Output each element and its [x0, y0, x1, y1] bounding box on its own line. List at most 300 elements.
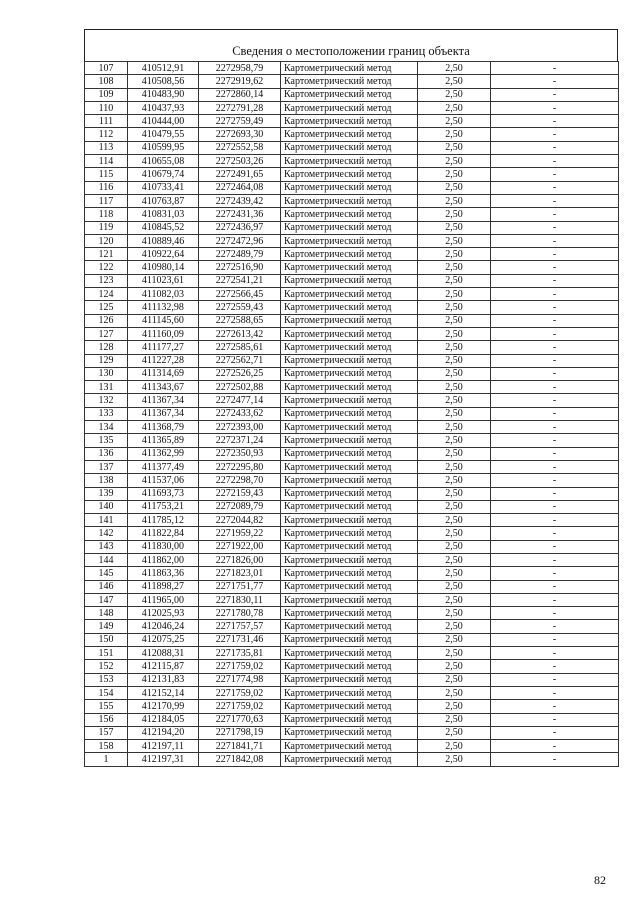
point-number-cell: 141 [85, 514, 128, 527]
point-number-cell: 130 [85, 367, 128, 380]
y-coordinate-cell: 2271826,00 [199, 553, 281, 566]
y-coordinate-cell: 2272436,97 [199, 221, 281, 234]
x-coordinate-cell: 411830,00 [128, 540, 199, 553]
method-cell: Картометрический метод [281, 341, 418, 354]
method-cell: Картометрический метод [281, 607, 418, 620]
method-cell: Картометрический метод [281, 487, 418, 500]
y-coordinate-cell: 2272559,43 [199, 301, 281, 314]
point-number-cell: 113 [85, 141, 128, 154]
table-row [85, 686, 619, 699]
x-coordinate-cell: 410831,03 [128, 208, 199, 221]
description-cell: - [491, 208, 619, 221]
y-coordinate-cell: 2272552,58 [199, 141, 281, 154]
method-cell: Картометрический метод [281, 381, 418, 394]
y-coordinate-cell: 2272613,42 [199, 327, 281, 340]
description-cell: - [491, 673, 619, 686]
description-cell: - [491, 700, 619, 713]
method-cell: Картометрический метод [281, 155, 418, 168]
error-cell: 2,50 [418, 301, 491, 314]
error-cell: 2,50 [418, 141, 491, 154]
point-number-cell: 120 [85, 234, 128, 247]
point-number-cell: 119 [85, 221, 128, 234]
y-coordinate-cell: 2272566,45 [199, 288, 281, 301]
y-coordinate-cell: 2272759,49 [199, 115, 281, 128]
error-cell: 2,50 [418, 726, 491, 739]
description-cell: - [491, 62, 619, 75]
description-cell: - [491, 434, 619, 447]
method-cell: Картометрический метод [281, 633, 418, 646]
x-coordinate-cell: 412115,87 [128, 660, 199, 673]
x-coordinate-cell: 412184,05 [128, 713, 199, 726]
error-cell: 2,50 [418, 381, 491, 394]
x-coordinate-cell: 410444,00 [128, 115, 199, 128]
description-cell: - [491, 660, 619, 673]
x-coordinate-cell: 411082,03 [128, 288, 199, 301]
x-coordinate-cell: 410733,41 [128, 181, 199, 194]
error-cell: 2,50 [418, 700, 491, 713]
y-coordinate-cell: 2272159,43 [199, 487, 281, 500]
x-coordinate-cell: 412152,14 [128, 686, 199, 699]
error-cell: 2,50 [418, 660, 491, 673]
x-coordinate-cell: 410655,08 [128, 155, 199, 168]
point-number-cell: 149 [85, 620, 128, 633]
error-cell: 2,50 [418, 633, 491, 646]
method-cell: Картометрический метод [281, 753, 418, 766]
point-number-cell: 146 [85, 580, 128, 593]
x-coordinate-cell: 412075,25 [128, 633, 199, 646]
y-coordinate-cell: 2272295,80 [199, 460, 281, 473]
table-row [85, 354, 619, 367]
x-coordinate-cell: 411145,60 [128, 314, 199, 327]
method-cell: Картометрический метод [281, 660, 418, 673]
description-cell: - [491, 460, 619, 473]
point-number-cell: 150 [85, 633, 128, 646]
table-row [85, 381, 619, 394]
y-coordinate-cell: 2271774,98 [199, 673, 281, 686]
y-coordinate-cell: 2271759,02 [199, 700, 281, 713]
x-coordinate-cell: 411822,84 [128, 527, 199, 540]
method-cell: Картометрический метод [281, 274, 418, 287]
error-cell: 2,50 [418, 474, 491, 487]
error-cell: 2,50 [418, 327, 491, 340]
method-cell: Картометрический метод [281, 474, 418, 487]
x-coordinate-cell: 411023,61 [128, 274, 199, 287]
x-coordinate-cell: 410980,14 [128, 261, 199, 274]
table-row [85, 647, 619, 660]
table-row [85, 101, 619, 114]
error-cell: 2,50 [418, 421, 491, 434]
point-number-cell: 154 [85, 686, 128, 699]
y-coordinate-cell: 2272491,65 [199, 168, 281, 181]
description-cell: - [491, 394, 619, 407]
description-cell: - [491, 474, 619, 487]
y-coordinate-cell: 2271842,08 [199, 753, 281, 766]
description-cell: - [491, 713, 619, 726]
y-coordinate-cell: 2272693,30 [199, 128, 281, 141]
point-number-cell: 115 [85, 168, 128, 181]
x-coordinate-cell: 411368,79 [128, 421, 199, 434]
method-cell: Картометрический метод [281, 421, 418, 434]
method-cell: Картометрический метод [281, 88, 418, 101]
table-row [85, 248, 619, 261]
error-cell: 2,50 [418, 620, 491, 633]
x-coordinate-cell: 411537,06 [128, 474, 199, 487]
method-cell: Картометрический метод [281, 500, 418, 513]
point-number-cell: 129 [85, 354, 128, 367]
table-row [85, 487, 619, 500]
point-number-cell: 139 [85, 487, 128, 500]
description-cell: - [491, 726, 619, 739]
description-cell: - [491, 593, 619, 606]
error-cell: 2,50 [418, 753, 491, 766]
table-row [85, 540, 619, 553]
y-coordinate-cell: 2272502,88 [199, 381, 281, 394]
table-row [85, 155, 619, 168]
description-cell: - [491, 221, 619, 234]
table-row [85, 460, 619, 473]
point-number-cell: 126 [85, 314, 128, 327]
error-cell: 2,50 [418, 181, 491, 194]
table-row [85, 208, 619, 221]
description-cell: - [491, 234, 619, 247]
point-number-cell: 136 [85, 447, 128, 460]
description-cell: - [491, 514, 619, 527]
point-number-cell: 134 [85, 421, 128, 434]
point-number-cell: 156 [85, 713, 128, 726]
method-cell: Картометрический метод [281, 62, 418, 75]
method-cell: Картометрический метод [281, 128, 418, 141]
y-coordinate-cell: 2271823,01 [199, 567, 281, 580]
point-number-cell: 140 [85, 500, 128, 513]
y-coordinate-cell: 2271780,78 [199, 607, 281, 620]
table-title-box [84, 29, 618, 61]
method-cell: Картометрический метод [281, 394, 418, 407]
method-cell: Картометрический метод [281, 593, 418, 606]
y-coordinate-cell: 2272585,61 [199, 341, 281, 354]
x-coordinate-cell: 410512,91 [128, 62, 199, 75]
error-cell: 2,50 [418, 567, 491, 580]
table-row [85, 75, 619, 88]
coordinates-table [84, 61, 619, 767]
point-number-cell: 109 [85, 88, 128, 101]
table-row [85, 700, 619, 713]
error-cell: 2,50 [418, 354, 491, 367]
description-cell: - [491, 168, 619, 181]
method-cell: Картометрический метод [281, 713, 418, 726]
x-coordinate-cell: 410889,46 [128, 234, 199, 247]
description-cell: - [491, 341, 619, 354]
table-row [85, 221, 619, 234]
table-row [85, 633, 619, 646]
y-coordinate-cell: 2272516,90 [199, 261, 281, 274]
error-cell: 2,50 [418, 341, 491, 354]
table-row [85, 514, 619, 527]
table-row [85, 194, 619, 207]
error-cell: 2,50 [418, 194, 491, 207]
error-cell: 2,50 [418, 514, 491, 527]
y-coordinate-cell: 2271959,22 [199, 527, 281, 540]
description-cell: - [491, 88, 619, 101]
point-number-cell: 116 [85, 181, 128, 194]
method-cell: Картометрический метод [281, 327, 418, 340]
y-coordinate-cell: 2272439,42 [199, 194, 281, 207]
error-cell: 2,50 [418, 101, 491, 114]
x-coordinate-cell: 410479,55 [128, 128, 199, 141]
table-title: Сведения о местоположении границ объекта [232, 44, 470, 58]
error-cell: 2,50 [418, 221, 491, 234]
table-row [85, 288, 619, 301]
y-coordinate-cell: 2272860,14 [199, 88, 281, 101]
coordinates-table-body [85, 62, 619, 767]
x-coordinate-cell: 411965,00 [128, 593, 199, 606]
y-coordinate-cell: 2272489,79 [199, 248, 281, 261]
x-coordinate-cell: 410922,64 [128, 248, 199, 261]
table-row [85, 234, 619, 247]
x-coordinate-cell: 411377,49 [128, 460, 199, 473]
error-cell: 2,50 [418, 673, 491, 686]
point-number-cell: 107 [85, 62, 128, 75]
error-cell: 2,50 [418, 593, 491, 606]
table-row [85, 673, 619, 686]
error-cell: 2,50 [418, 580, 491, 593]
method-cell: Картометрический метод [281, 248, 418, 261]
description-cell: - [491, 128, 619, 141]
error-cell: 2,50 [418, 447, 491, 460]
error-cell: 2,50 [418, 314, 491, 327]
x-coordinate-cell: 410845,52 [128, 221, 199, 234]
y-coordinate-cell: 2271757,57 [199, 620, 281, 633]
x-coordinate-cell: 410599,95 [128, 141, 199, 154]
table-row [85, 421, 619, 434]
point-number-cell: 152 [85, 660, 128, 673]
y-coordinate-cell: 2272958,79 [199, 62, 281, 75]
method-cell: Картометрический метод [281, 460, 418, 473]
point-number-cell: 131 [85, 381, 128, 394]
y-coordinate-cell: 2271759,02 [199, 686, 281, 699]
x-coordinate-cell: 410679,74 [128, 168, 199, 181]
point-number-cell: 125 [85, 301, 128, 314]
point-number-cell: 158 [85, 740, 128, 753]
boundary-document [84, 29, 618, 767]
error-cell: 2,50 [418, 261, 491, 274]
error-cell: 2,50 [418, 647, 491, 660]
point-number-cell: 110 [85, 101, 128, 114]
error-cell: 2,50 [418, 686, 491, 699]
description-cell: - [491, 447, 619, 460]
y-coordinate-cell: 2272089,79 [199, 500, 281, 513]
y-coordinate-cell: 2272526,25 [199, 367, 281, 380]
error-cell: 2,50 [418, 434, 491, 447]
description-cell: - [491, 367, 619, 380]
x-coordinate-cell: 410437,93 [128, 101, 199, 114]
x-coordinate-cell: 411367,34 [128, 394, 199, 407]
description-cell: - [491, 101, 619, 114]
x-coordinate-cell: 412197,31 [128, 753, 199, 766]
table-row [85, 660, 619, 673]
point-number-cell: 148 [85, 607, 128, 620]
method-cell: Картометрический метод [281, 567, 418, 580]
method-cell: Картометрический метод [281, 194, 418, 207]
description-cell: - [491, 288, 619, 301]
point-number-cell: 108 [85, 75, 128, 88]
table-row [85, 128, 619, 141]
error-cell: 2,50 [418, 75, 491, 88]
x-coordinate-cell: 411367,34 [128, 407, 199, 420]
point-number-cell: 133 [85, 407, 128, 420]
error-cell: 2,50 [418, 248, 491, 261]
table-row [85, 607, 619, 620]
description-cell: - [491, 75, 619, 88]
y-coordinate-cell: 2272477,14 [199, 394, 281, 407]
error-cell: 2,50 [418, 234, 491, 247]
point-number-cell: 145 [85, 567, 128, 580]
description-cell: - [491, 327, 619, 340]
table-row [85, 367, 619, 380]
x-coordinate-cell: 411863,36 [128, 567, 199, 580]
description-cell: - [491, 487, 619, 500]
point-number-cell: 144 [85, 553, 128, 566]
table-row [85, 88, 619, 101]
point-number-cell: 123 [85, 274, 128, 287]
error-cell: 2,50 [418, 394, 491, 407]
error-cell: 2,50 [418, 500, 491, 513]
method-cell: Картометрический метод [281, 580, 418, 593]
table-row [85, 567, 619, 580]
method-cell: Картометрический метод [281, 620, 418, 633]
description-cell: - [491, 248, 619, 261]
point-number-cell: 155 [85, 700, 128, 713]
error-cell: 2,50 [418, 487, 491, 500]
method-cell: Картометрический метод [281, 288, 418, 301]
x-coordinate-cell: 411132,98 [128, 301, 199, 314]
point-number-cell: 121 [85, 248, 128, 261]
error-cell: 2,50 [418, 367, 491, 380]
method-cell: Картометрический метод [281, 514, 418, 527]
description-cell: - [491, 553, 619, 566]
y-coordinate-cell: 2272371,24 [199, 434, 281, 447]
method-cell: Картометрический метод [281, 115, 418, 128]
error-cell: 2,50 [418, 713, 491, 726]
table-row [85, 168, 619, 181]
x-coordinate-cell: 412025,93 [128, 607, 199, 620]
y-coordinate-cell: 2272562,71 [199, 354, 281, 367]
table-row [85, 500, 619, 513]
x-coordinate-cell: 411314,69 [128, 367, 199, 380]
description-cell: - [491, 567, 619, 580]
point-number-cell: 142 [85, 527, 128, 540]
x-coordinate-cell: 412088,31 [128, 647, 199, 660]
point-number-cell: 135 [85, 434, 128, 447]
table-row [85, 447, 619, 460]
error-cell: 2,50 [418, 540, 491, 553]
y-coordinate-cell: 2272503,26 [199, 155, 281, 168]
point-number-cell: 128 [85, 341, 128, 354]
y-coordinate-cell: 2271922,00 [199, 540, 281, 553]
table-row [85, 593, 619, 606]
point-number-cell: 157 [85, 726, 128, 739]
point-number-cell: 153 [85, 673, 128, 686]
description-cell: - [491, 314, 619, 327]
method-cell: Картометрический метод [281, 647, 418, 660]
x-coordinate-cell: 412194,20 [128, 726, 199, 739]
error-cell: 2,50 [418, 62, 491, 75]
method-cell: Картометрический метод [281, 407, 418, 420]
table-row [85, 407, 619, 420]
method-cell: Картометрический метод [281, 686, 418, 699]
y-coordinate-cell: 2272393,00 [199, 421, 281, 434]
method-cell: Картометрический метод [281, 527, 418, 540]
point-number-cell: 112 [85, 128, 128, 141]
method-cell: Картометрический метод [281, 354, 418, 367]
method-cell: Картометрический метод [281, 673, 418, 686]
table-row [85, 301, 619, 314]
table-row [85, 434, 619, 447]
y-coordinate-cell: 2272431,36 [199, 208, 281, 221]
table-row [85, 740, 619, 753]
method-cell: Картометрический метод [281, 700, 418, 713]
point-number-cell: 151 [85, 647, 128, 660]
method-cell: Картометрический метод [281, 168, 418, 181]
description-cell: - [491, 740, 619, 753]
x-coordinate-cell: 412170,99 [128, 700, 199, 713]
error-cell: 2,50 [418, 527, 491, 540]
description-cell: - [491, 407, 619, 420]
method-cell: Картометрический метод [281, 314, 418, 327]
table-row [85, 474, 619, 487]
description-cell: - [491, 141, 619, 154]
error-cell: 2,50 [418, 168, 491, 181]
x-coordinate-cell: 411177,27 [128, 341, 199, 354]
description-cell: - [491, 301, 619, 314]
y-coordinate-cell: 2272350,93 [199, 447, 281, 460]
method-cell: Картометрический метод [281, 740, 418, 753]
error-cell: 2,50 [418, 155, 491, 168]
point-number-cell: 127 [85, 327, 128, 340]
y-coordinate-cell: 2271731,46 [199, 633, 281, 646]
description-cell: - [491, 381, 619, 394]
point-number-cell: 114 [85, 155, 128, 168]
y-coordinate-cell: 2272541,21 [199, 274, 281, 287]
table-row [85, 580, 619, 593]
description-cell: - [491, 500, 619, 513]
error-cell: 2,50 [418, 740, 491, 753]
method-cell: Картометрический метод [281, 234, 418, 247]
method-cell: Картометрический метод [281, 540, 418, 553]
y-coordinate-cell: 2272919,62 [199, 75, 281, 88]
error-cell: 2,50 [418, 553, 491, 566]
description-cell: - [491, 580, 619, 593]
x-coordinate-cell: 411785,12 [128, 514, 199, 527]
description-cell: - [491, 607, 619, 620]
table-row [85, 327, 619, 340]
table-row [85, 314, 619, 327]
table-row [85, 62, 619, 75]
y-coordinate-cell: 2271735,81 [199, 647, 281, 660]
method-cell: Картометрический метод [281, 208, 418, 221]
table-row [85, 141, 619, 154]
error-cell: 2,50 [418, 607, 491, 620]
table-row [85, 527, 619, 540]
table-row [85, 115, 619, 128]
table-row [85, 394, 619, 407]
description-cell: - [491, 753, 619, 766]
point-number-cell: 1 [85, 753, 128, 766]
point-number-cell: 147 [85, 593, 128, 606]
x-coordinate-cell: 410508,56 [128, 75, 199, 88]
description-cell: - [491, 633, 619, 646]
table-row [85, 726, 619, 739]
table-row [85, 553, 619, 566]
